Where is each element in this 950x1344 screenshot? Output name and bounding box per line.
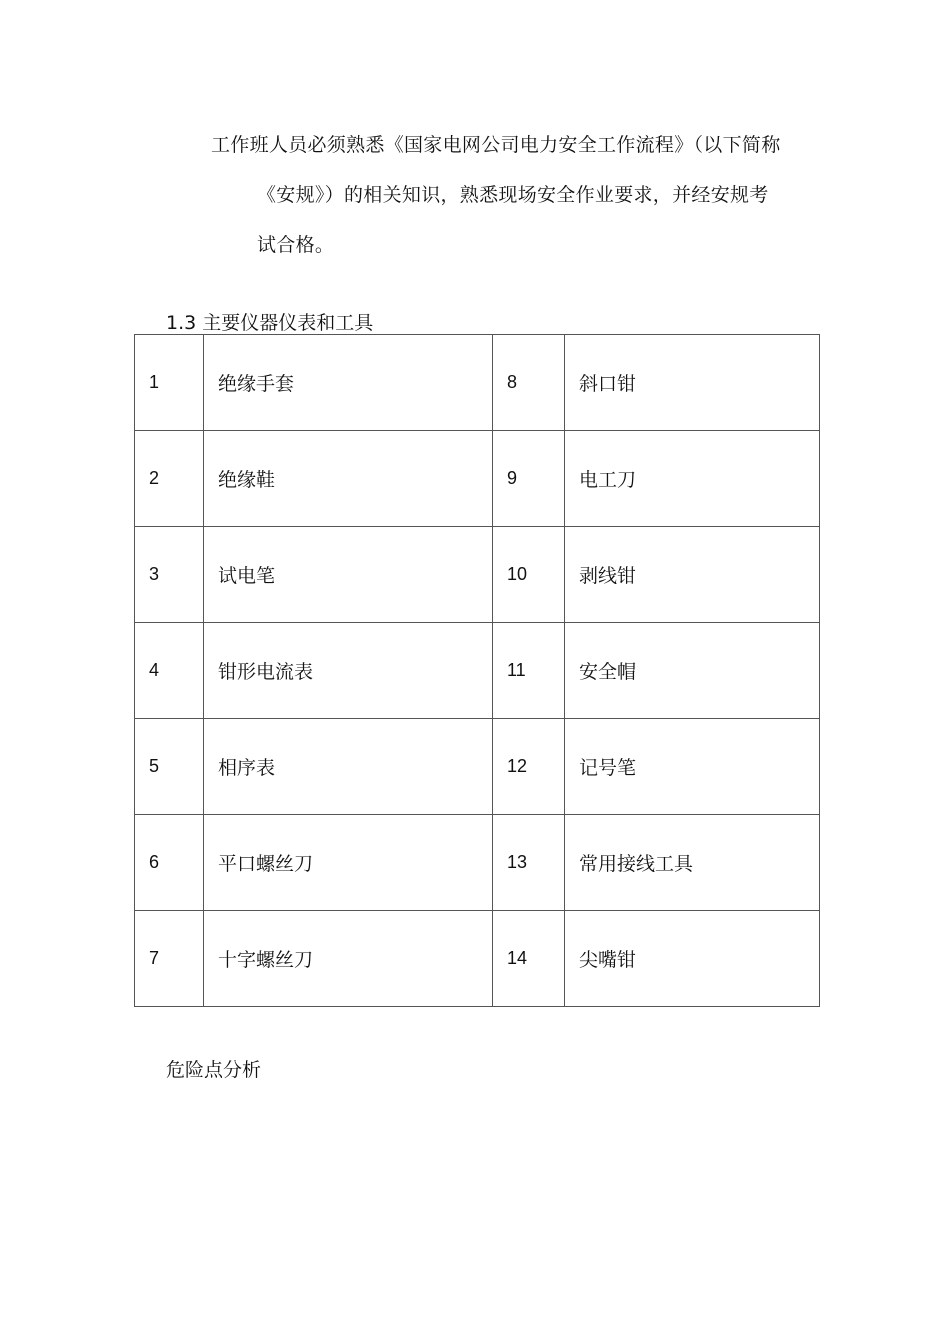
tool-number-cell: 13 — [493, 815, 565, 911]
tool-name-cell: 安全帽 — [565, 623, 820, 719]
tool-name-cell: 尖嘴钳 — [565, 911, 820, 1007]
table-row — [135, 527, 820, 623]
tool-name-cell: 常用接线工具 — [565, 815, 820, 911]
requirement-paragraph-line-3: 试合格。 — [257, 234, 335, 256]
tool-number-cell: 5 — [135, 719, 204, 815]
tool-number-cell: 11 — [493, 623, 565, 719]
table-row — [135, 623, 820, 719]
tool-name-cell: 记号笔 — [565, 719, 820, 815]
tools-table — [134, 334, 820, 1007]
tool-name-cell: 绝缘鞋 — [204, 431, 493, 527]
section-heading-hazard-analysis: 危险点分析 — [166, 1059, 262, 1081]
table-row — [135, 719, 820, 815]
table-row — [135, 431, 820, 527]
tool-name-cell: 绝缘手套 — [204, 335, 493, 431]
tool-number-cell: 8 — [493, 335, 565, 431]
tool-name-cell: 相序表 — [204, 719, 493, 815]
tool-name-cell: 钳形电流表 — [204, 623, 493, 719]
tool-number-cell: 2 — [135, 431, 204, 527]
table-row — [135, 911, 820, 1007]
tool-number-cell: 12 — [493, 719, 565, 815]
tool-name-cell: 电工刀 — [565, 431, 820, 527]
requirement-paragraph-line-2: 《安规》）的相关知识，熟悉现场安全作业要求，并经安规考 — [257, 184, 769, 206]
tool-number-cell: 1 — [135, 335, 204, 431]
tool-name-cell: 平口螺丝刀 — [204, 815, 493, 911]
tool-number-cell: 10 — [493, 527, 565, 623]
section-heading-instruments-tools: 1.3 主要仪器仪表和工具 — [166, 312, 374, 334]
tool-number-cell: 4 — [135, 623, 204, 719]
table-row — [135, 815, 820, 911]
tool-number-cell: 9 — [493, 431, 565, 527]
tool-name-cell: 斜口钳 — [565, 335, 820, 431]
tool-number-cell: 7 — [135, 911, 204, 1007]
tool-number-cell: 3 — [135, 527, 204, 623]
tool-name-cell: 十字螺丝刀 — [204, 911, 493, 1007]
tool-number-cell: 14 — [493, 911, 565, 1007]
requirement-paragraph-line-1: 工作班人员必须熟悉《国家电网公司电力安全工作流程》（以下简称 — [211, 134, 781, 156]
tool-name-cell: 剥线钳 — [565, 527, 820, 623]
tool-name-cell: 试电笔 — [204, 527, 493, 623]
table-row — [135, 335, 820, 431]
tool-number-cell: 6 — [135, 815, 204, 911]
